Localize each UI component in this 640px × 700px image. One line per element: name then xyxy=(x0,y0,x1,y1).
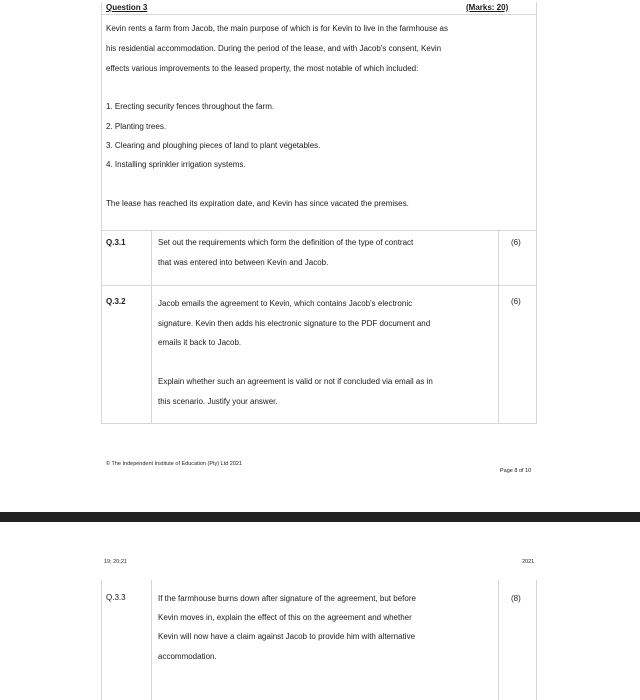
scenario-summary: The lease has reached its expiration date, and Kevin has since vacated the premises. xyxy=(106,199,409,208)
question-number: Q.3.2 xyxy=(106,297,126,306)
table-border-top xyxy=(101,14,537,15)
question-marks: (Marks: 20) xyxy=(466,3,509,12)
copyright-footer: © The Independent Institute of Education (Pty) Ltd 2021 xyxy=(106,461,243,467)
intro-line: Kevin rents a farm from Jacob, the main purpose of which is for Kevin to live in the farmhouse as xyxy=(106,24,448,33)
page-separator xyxy=(0,512,640,522)
list-item: 4. Installing sprinkler irrigation systems. xyxy=(106,160,246,169)
question-text-line: If the farmhouse burns down after signature of the agreement, but before xyxy=(158,594,416,603)
intro-line: his residential accommodation. During the period of the lease, and with Jacob's consent, Kevin xyxy=(106,44,442,53)
question-text-line: Jacob emails the agreement to Kevin, which contains Jacob's electronic xyxy=(158,299,413,308)
page-header-right: 2021 xyxy=(522,559,535,565)
question-text-line: Set out the requirements which form the definition of the type of contract xyxy=(158,238,414,247)
intro-line: effects various improvements to the leased property, the most notable of which included: xyxy=(106,64,419,73)
question-text-line: accommodation. xyxy=(158,652,217,661)
question-text-line: that was entered into between Kevin and Jacob. xyxy=(158,258,329,267)
table-border-left xyxy=(101,580,102,700)
list-item: 1. Erecting security fences throughout the farm. xyxy=(106,102,275,111)
list-item: 2. Planting trees. xyxy=(106,122,167,131)
table-column-divider xyxy=(151,230,152,424)
table-row-divider xyxy=(101,285,537,286)
question-text-line: signature. Kevin then adds his electronic signature to the PDF document and xyxy=(158,319,431,328)
table-marks-divider xyxy=(498,580,499,700)
table-row-divider xyxy=(101,230,537,231)
document-page-2 xyxy=(0,522,640,700)
table-border-bottom xyxy=(101,423,537,424)
page-number: Page 8 of 10 xyxy=(500,468,532,474)
table-border-left xyxy=(101,2,102,424)
table-column-divider xyxy=(151,580,152,700)
question-text-line: Kevin moves in, explain the effect of this on the agreement and whether xyxy=(158,613,412,622)
question-number: Q.3.3 xyxy=(106,593,126,602)
question-marks-value: (6) xyxy=(511,297,521,306)
page-header-left: 19; 20;21 xyxy=(104,559,127,565)
list-item: 3. Clearing and ploughing pieces of land to plant vegetables. xyxy=(106,141,321,150)
question-text-line: this scenario. Justify your answer. xyxy=(158,397,278,406)
question-marks-value: (6) xyxy=(511,238,521,247)
table-border-right xyxy=(536,580,537,700)
question-marks-value: (8) xyxy=(511,594,521,603)
question-text-line: Explain whether such an agreement is valid or not if concluded via email as in xyxy=(158,377,433,386)
question-number: Q.3.1 xyxy=(106,238,126,247)
question-text-line: Kevin will now have a claim against Jacob to provide him with alternative xyxy=(158,632,416,641)
table-border-right xyxy=(536,2,537,424)
table-marks-divider xyxy=(498,230,499,424)
question-title: Question 3 xyxy=(106,3,148,12)
question-text-line: emails it back to Jacob. xyxy=(158,338,242,347)
